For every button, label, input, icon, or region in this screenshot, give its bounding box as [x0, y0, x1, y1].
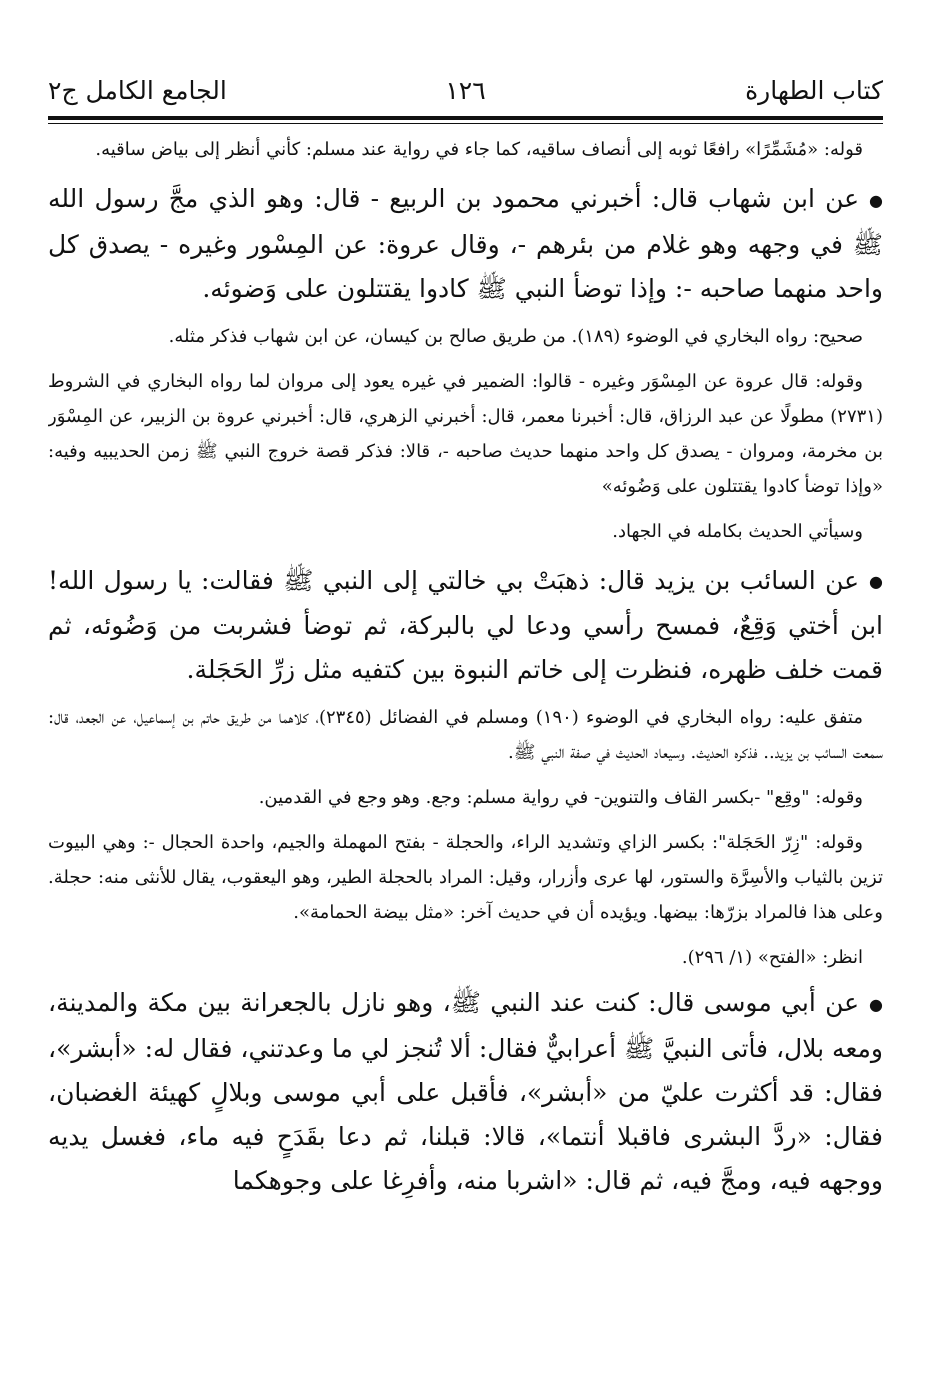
hadith-text: عن ابن شهاب قال: أخبرني محمود بن الربيع - قال: وهو الذي مجَّ رسول الله ﷺ في وجهه وهو غلام من بئرهم -، وقال عروة: عن المِسْور وغيره - يصدق كل واحد منهما صاحبه -: وإذا توضأ النبي ﷺ كادوا يقتتلون على وَضوئه. — [48, 184, 883, 303]
bullet-icon — [869, 177, 883, 223]
reference-paragraph: انظر: «الفتح» (١/ ٢٩٦). — [681, 947, 863, 968]
hadith-text: عن أبي موسى قال: كنت عند النبي ﷺ، وهو نازل بالجعرانة بين مكة والمدينة، ومعه بلال، فأتى النبيَّ ﷺ أعرابيٌّ فقال: ألا تُنجز لي ما وعدتني، فقال له: «أبشر»، فقال: قد أكثرت عليّ من «أبشر»، فأقبل على أبي موسى وبلالٍ كهيئة الغضبان، فقال: «ردَّ البشرى فاقبلا أنتما»، قالا: قبلنا، ثم دعا بقَدَحٍ فيه ماء، فغسل يديه ووجهه فيه، ومجَّ فيه، ثم قال: «اشربا منه، وأفرِغا على وجوهكما — [48, 988, 883, 1195]
bullet-icon — [869, 981, 883, 1027]
chapter-title: كتاب الطهارة — [745, 76, 883, 105]
commentary-paragraph: قوله: «مُشَمِّرًا» رافعًا ثوبه إلى أنصاف ساقيه، كما جاء في رواية عند مسلم: كأني أنظر إلى بياض ساقيه. — [95, 139, 863, 160]
hadith-paragraph — [48, 177, 883, 311]
page-number: ١٢٦ — [445, 76, 486, 105]
hadith-paragraph — [48, 559, 883, 693]
header-rule-thick — [48, 116, 883, 120]
commentary-paragraph: وقوله: "وقِع" -بكسر القاف والتنوين- في رواية مسلم: وجع. وهو وجع في القدمين. — [258, 787, 863, 808]
takhrij-paragraph: صحيح: رواه البخاري في الوضوء (١٨٩). من طريق صالح بن كيسان، عن ابن شهاب فذكر مثله. — [168, 325, 863, 347]
page-body — [48, 132, 883, 1382]
commentary-paragraph: وقوله: قال عروة عن المِسْوَر وغيره - قالوا: الضمير في غيره يعود إلى مروان لما رواه البخاري في الشروط (٢٧٣١) مطولًا عن عبد الرزاق، قال: أخبرنا معمر، قال: أخبرني الزهري، قال: أخبرني عروة بن الزبير، عن المِسْوَر بن مخرمة، ومروان - يصدق كل واحد منهما حديث صاحبه -، قالا: فذكر قصة خروج النبي ﷺ زمن الحديبيه وفيه: «وإذا توضأ كادوا يقتتلون على وَضُوئه» — [48, 370, 883, 497]
takhrij-paragraph: متفق عليه: رواه البخاري في الوضوء (١٩٠) ومسلم في الفضائل (٢٣٤٥)، كلاهما من طريق حاتم بن إسماعيل، عن الجعد، قال: سمعت السائب بن يزيد.. فذكره الحديث. وسيعاد الحديث في صفة النبي ﷺ. — [48, 707, 883, 763]
bullet-icon — [869, 559, 883, 605]
commentary-paragraph: وسيأتي الحديث بكامله في الجهاد. — [612, 520, 863, 542]
header-rule-thin — [48, 123, 883, 124]
book-title: الجامع الكامل ج٢ — [48, 76, 227, 105]
running-header — [48, 70, 883, 112]
hadith-paragraph — [48, 981, 883, 1203]
hadith-text: عن السائب بن يزيد قال: ذهبَتْ بي خالتي إلى النبي ﷺ فقالت: يا رسول الله! ابن أختي وَقِعٌ، فمسح رأسي ودعا لي بالبركة، ثم توضأ فشربت من وَضُوئه، ثم قمت خلف ظهره، فنظرت إلى خاتم النبوة بين كتفيه مثل زرِّ الحَجَلة. — [48, 565, 883, 684]
commentary-paragraph: وقوله: "زِرّ الحَجَلة": بكسر الزاي وتشديد الراء، والحجلة - بفتح المهملة والجيم، واحدة الحجال -: وهي البيوت تزين بالثياب والأسِرَّة والستور، لها عرى وأزرار، وقيل: المراد بالحجلة الطير، وهو اليعقوب، يقال للأنثى منه: حجلة. وعلى هذا فالمراد بزرّها: بيضها. ويؤيده أن في حديث آخر: «مثل بيضة الحمامة». — [48, 832, 883, 923]
